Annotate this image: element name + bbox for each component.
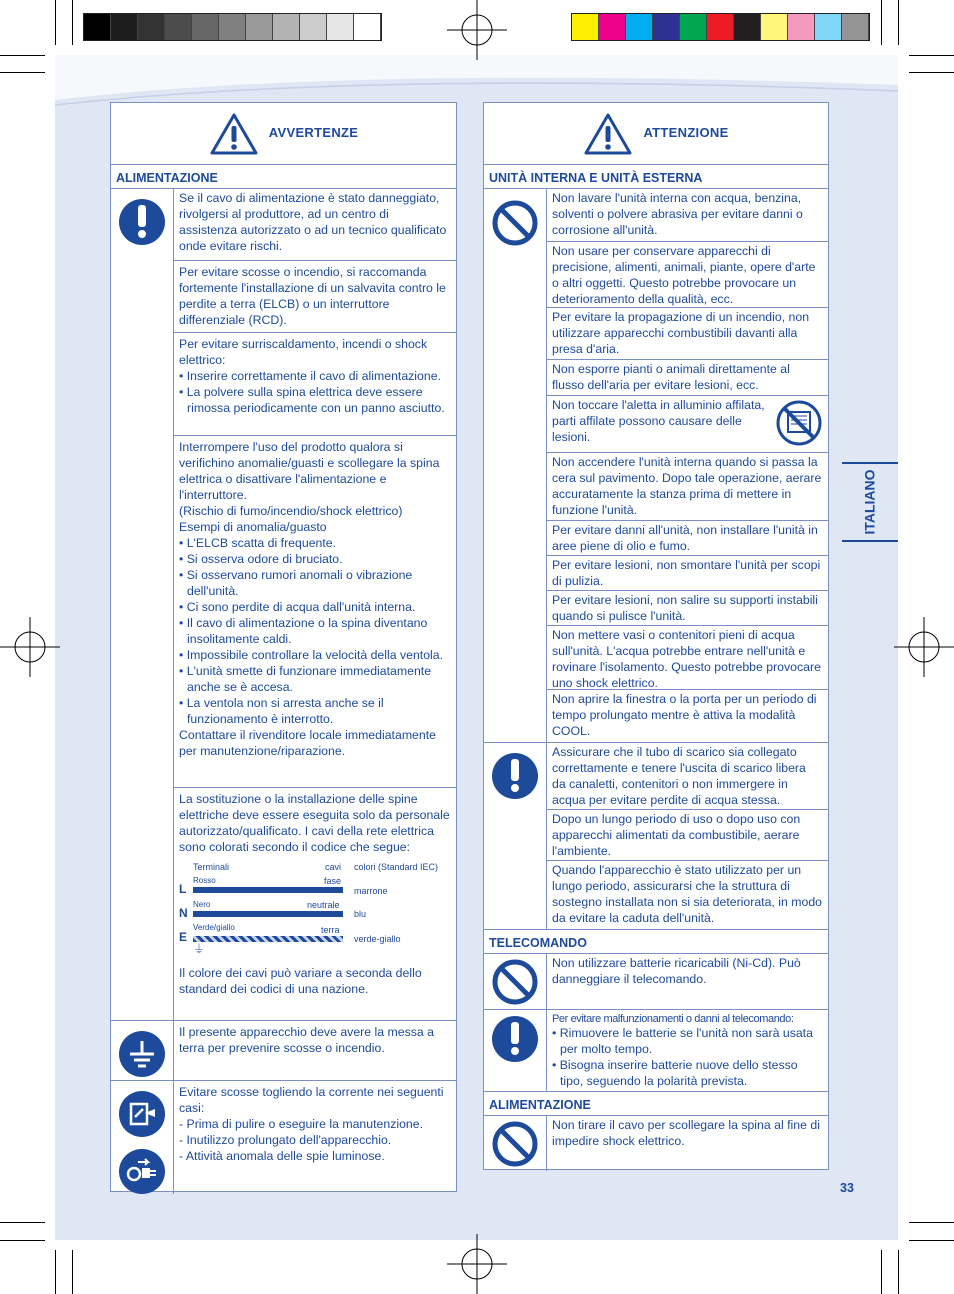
caution-text: Per evitare danni all'unità, non installare l'unità in aree piene di olio e fumo. <box>547 521 828 556</box>
crop-mark <box>55 1250 56 1294</box>
ground-icon: ⏚ <box>193 941 206 956</box>
prohibited-icon <box>491 958 539 1011</box>
warnings-title: AVVERTENZE <box>268 125 359 141</box>
caution-text: Per evitare lesioni, non smontare l'unità per scopi di pulizia. <box>547 556 828 591</box>
crop-mark <box>909 72 954 73</box>
caution-triangle-icon <box>583 112 633 156</box>
crop-mark <box>881 1250 882 1294</box>
prohibited-group <box>484 1116 828 1171</box>
caution-text: Per evitare malfunzionamenti o danni al telecomando: • Rimuovere le batterie se l'unità non sarà usata per molto tempo. • Bisogna inserire batterie nuove dello stesso tipo, seguendo la polarità prevista. <box>552 1013 813 1089</box>
warning-text: La sostituzione o la installazione delle spine elettriche deve essere eseguita solo da personale autorizzato/qualificato. I cavi della rete elettrica sono colorati secondo il codice che segue: Terminali cavi colori (Standard IEC) Rosso fase L marrone Nero neutrale N blu Verde/giallo terra E verde-giallo ⏚ Il colore dei cavi può variare a seconda dello standard dei codici di una nazione. <box>179 792 450 996</box>
registration-mark <box>447 0 507 60</box>
caution-text: Non aprire la finestra o la porta per un periodo di tempo prolungato mentre è attiva la modalità COOL. <box>552 692 817 738</box>
caution-text: Dopo un lungo periodo di uso o dopo uso con apparecchi alimentati da combustibile, aerare l'ambiente. <box>547 810 828 861</box>
earth-group <box>111 1021 456 1081</box>
caution-text: Non usare per conservare apparecchi di precisione, alimenti, animali, piante, opere d'arte o altri oggetti. Questo potrebbe provocare un deterioramento della qualità, ecc. <box>547 242 828 308</box>
registration-mark <box>447 1234 507 1294</box>
warnings-header <box>111 103 456 165</box>
caution-text: Non utilizzare batterie ricaricabili (Ni-Cd). Può danneggiare il telecomando. <box>552 956 801 986</box>
crop-mark <box>0 1222 45 1223</box>
exclamation-icon <box>492 753 538 799</box>
exclamation-icon <box>492 1016 538 1062</box>
unplug-icon <box>119 1149 165 1195</box>
crop-mark <box>0 72 45 73</box>
caution-text: Non tirare il cavo per scollegare la spina al fine di impedire shock elettrico. <box>552 1118 820 1148</box>
color-bar <box>571 13 870 41</box>
prohibited-group <box>484 954 828 1010</box>
registration-mark <box>894 617 954 677</box>
registration-mark <box>0 617 60 677</box>
crop-mark <box>55 0 56 45</box>
prohibited-icon <box>491 1120 539 1173</box>
caution-text: Per evitare la propagazione di un incendio, non utilizzare apparecchi combustibili davanti alla presa d'aria. <box>547 308 828 360</box>
crop-mark <box>0 55 45 56</box>
caution-text: Non mettere vasi o contenitori pieni di acqua sull'unità. L'acqua potrebbe entrare nell'unità e rovinare l'isolamento. Questo potrebbe provocare uno shock elettrico. <box>547 626 828 690</box>
exclamation-icon <box>119 199 165 245</box>
caution-text: Per evitare lesioni, non salire su supporti instabili quando si pulisce l'unità. <box>547 591 828 626</box>
page-number: 33 <box>840 1181 854 1195</box>
unplug-group <box>111 1081 456 1194</box>
section-power-supply: ALIMENTAZIONE <box>111 165 456 189</box>
section-indoor-outdoor: UNITÀ INTERNA E UNITÀ ESTERNA <box>484 165 828 189</box>
caution-header <box>484 103 828 165</box>
crop-mark <box>898 0 899 45</box>
caution-text: Non toccare l'aletta in alluminio affilata, parti affilate possono causare delle lesioni. <box>547 396 828 453</box>
section-remote-control: TELECOMANDO <box>484 930 828 954</box>
mandatory-group <box>111 189 456 1021</box>
crop-mark <box>909 1240 954 1241</box>
crop-mark <box>881 0 882 45</box>
mandatory-group <box>484 743 828 930</box>
crop-mark <box>909 55 954 56</box>
warning-text: Interrompere l'uso del prodotto qualora si verifichino anomalie/guasti e scollegare la spina elettrica o disattivare l'alimentazione e l'interruttore. (Rischio di fumo/incendio/shock elettrico) Esempi di anomalia/guasto • L'ELCB scatta di frequente. • Si osserva odore di bruciato. • Si osservano rumori anomali o vibrazione dell'unità. • Ci sono perdite di acqua dall'unità interna. • Il cavo di alimentazione o la spina diventano insolitamente caldi. • Impossibile controllare la velocità della ventola. • L'unità smette di funzionare immediatamente anche se è accesa. • La ventola non si arresta anche se il funzionamento è interrotto. Contattare il rivenditore locale immediatamente per manutenzione/riparazione. <box>174 436 456 788</box>
grayscale-bar <box>83 13 382 41</box>
warnings-column <box>110 102 457 1192</box>
caution-text: Non lavare l'unità interna con acqua, benzina, solventi o polvere abrasiva per evitare danni o corrosione all'unità. <box>547 189 828 242</box>
caution-column <box>483 102 829 1170</box>
language-tab: ITALIANO <box>842 462 898 542</box>
earth-ground-icon <box>119 1031 165 1077</box>
caution-text: Quando l'apparecchio è stato utilizzato per un lungo periodo, assicurarsi che la struttura di sostegno installata non si sia deteriorata, in modo da evitare la caduta dell'unità. <box>552 863 823 925</box>
crop-mark <box>72 1250 73 1294</box>
warning-text: Se il cavo di alimentazione è stato danneggiato, rivolgersi al produttore, ad un centro di assistenza autorizzato o ad un tecnico qualificato onde evitare rischi. <box>174 189 456 261</box>
warning-text: Evitare scosse togliendo la corrente nei seguenti casi: - Prima di pulire o eseguire la manutenzione. - Inutilizzo prolungato dell'apparecchio. - Attività anomala delle spie luminose. <box>179 1085 444 1163</box>
warning-text: Per evitare surriscaldamento, incendi o shock elettrico: • Inserire correttamente il cavo di alimentazione. • La polvere sulla spina elettrica deve essere rimossa periodicamente con un panno asciutto. <box>174 333 456 436</box>
crop-mark <box>0 1240 45 1241</box>
crop-mark <box>898 1250 899 1294</box>
mandatory-group <box>484 1010 828 1092</box>
prohibited-icon <box>491 199 539 252</box>
section-power-supply: ALIMENTAZIONE <box>484 1092 828 1116</box>
crop-mark <box>909 1222 954 1223</box>
no-touch-fins-icon <box>776 400 822 446</box>
wiring-diagram: Terminali cavi colori (Standard IEC) Rosso fase L marrone Nero neutrale N blu Verde/giallo terra E verde-giallo ⏚ <box>179 861 439 956</box>
prohibited-group <box>484 189 828 743</box>
crop-mark <box>72 0 73 45</box>
warning-text: Il presente apparecchio deve avere la messa a terra per prevenire scosse o incendio. <box>179 1025 434 1055</box>
caution-text: Non esporre pianti o animali direttamente al flusso dell'aria per evitare lesioni, ecc. <box>547 360 828 396</box>
caution-text: Non accendere l'unità interna quando si passa la cera sul pavimento. Dopo tale operazione, aerare accuratamente la stanza prima di mettere in funzione l'unità. <box>547 453 828 521</box>
caution-text: Assicurare che il tubo di scarico sia collegato correttamente e tenere l'uscita di scarico libera da canaletti, contenitori o non immergere in acqua per evitare perdite di acqua stessa. <box>547 743 828 810</box>
caution-title: ATTENZIONE <box>643 125 729 141</box>
switch-off-icon <box>119 1091 165 1137</box>
warning-text: Per evitare scosse o incendio, si raccomanda fortemente l'installazione di un salvavita contro le perdite a terra (ELCB) o un interruttore differenziale (RCD). <box>174 261 456 333</box>
warning-triangle-icon <box>209 112 259 156</box>
